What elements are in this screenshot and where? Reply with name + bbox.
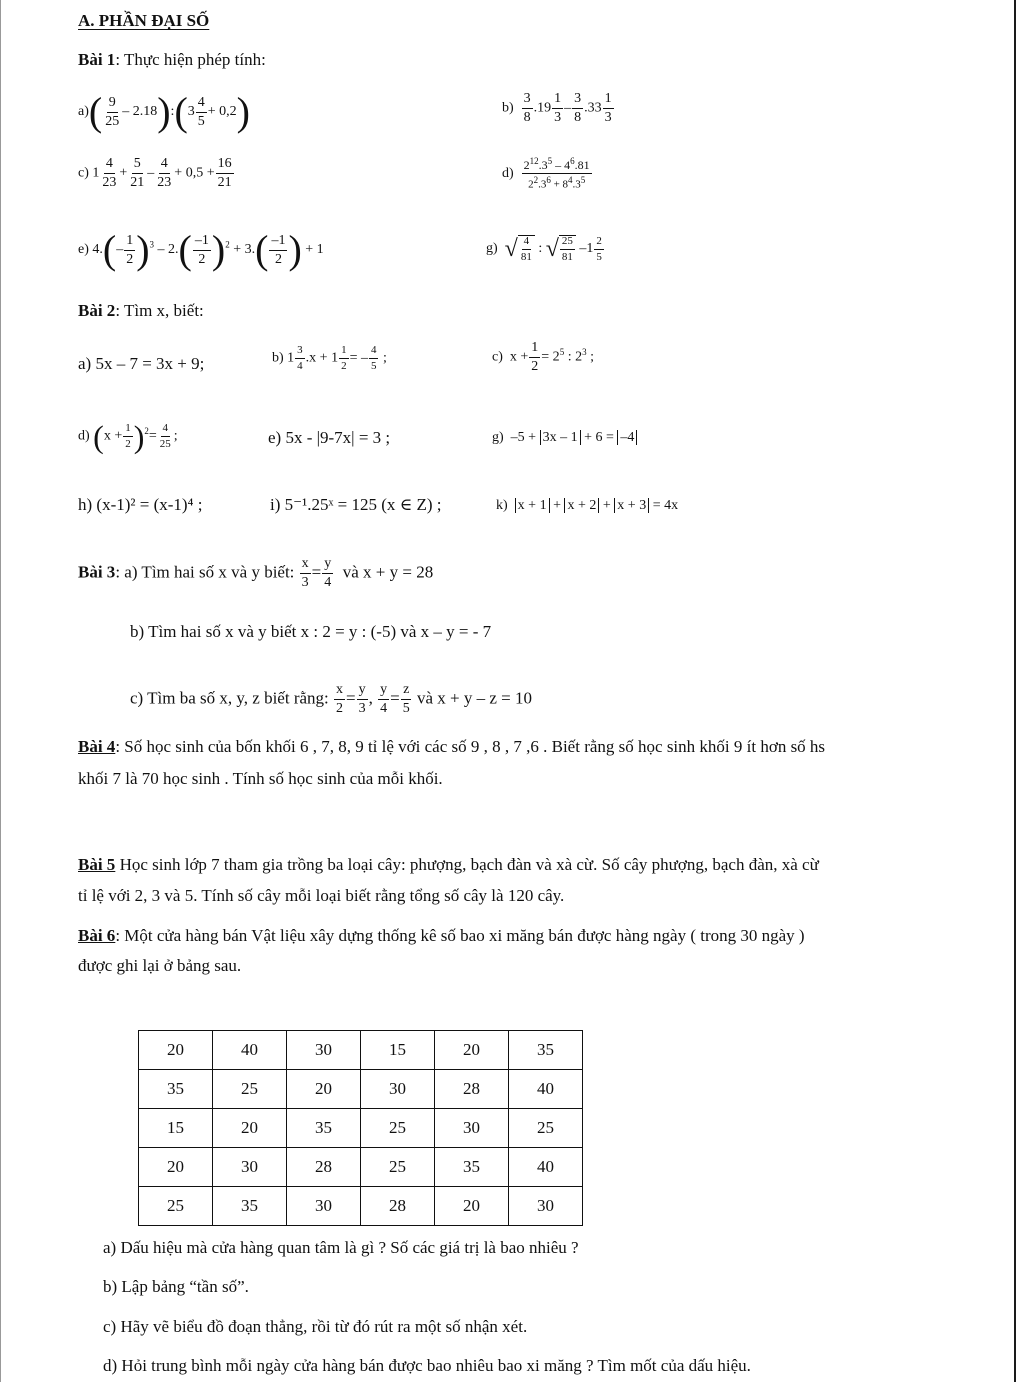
table-cell: 15 (139, 1109, 213, 1148)
bai2-title: Bài 2 (78, 301, 116, 320)
bai2-k: k) x + 1 + x + 2 + x + 3 = 4x (496, 498, 679, 513)
bai3-a: Bài 3: a) Tìm hai số x và y biết: $\frac{x}{3}$ = $\frac{y}{4}$ và x + y = 28 (78, 556, 434, 590)
bai3-a-cond: và x + y = 28 (342, 562, 434, 582)
table-cell: 30 (213, 1148, 287, 1187)
table-cell: 35 (287, 1109, 361, 1148)
bai6-line1-text: : Một cửa hàng bán Vật liệu xây dựng thống kê số bao xi măng bán được hàng ngày ( trong 30 ngày ) (115, 926, 805, 945)
bai3-c-cond: và x + y – z = 10 (416, 688, 532, 708)
bai6-question-d: d) Hỏi trung bình mỗi ngày cửa hàng bán được bao nhiêu bao xi măng ? Tìm mốt của dấu hiệu. (103, 1356, 751, 1375)
bai2-i: i) 5⁻¹.25ˣ = 125 (x ∈ Z) ; (270, 495, 442, 514)
bai3-b: b) Tìm hai số x và y biết x : 2 = y : (-5) và x – y = - 7 (130, 622, 492, 641)
bai1-b-label: b) (502, 100, 514, 116)
table-cell: 30 (287, 1031, 361, 1070)
bai6-question-b: b) Lập bảng “tần số”. (103, 1277, 249, 1296)
page-left-edge (0, 0, 1, 1382)
table-cell: 35 (139, 1070, 213, 1109)
bai2-text: : Tìm x, biết: (115, 301, 204, 320)
bai1-c-label: c) (78, 165, 89, 181)
table-row (139, 1148, 583, 1187)
table-cell: 25 (509, 1109, 583, 1148)
bai2-h: h) (x-1)² = (x-1)⁴ ; (78, 495, 203, 514)
bai1-text: : Thực hiện phép tính: (115, 50, 266, 69)
table-row (139, 1070, 583, 1109)
table-cell: 15 (361, 1031, 435, 1070)
table-cell: 35 (213, 1187, 287, 1226)
table-cell: 25 (361, 1148, 435, 1187)
bai4-line1 (78, 736, 825, 758)
bai1-g: g) √ $\frac{4}{81}$ : √ $\frac{25}{81}$ –1 $\frac{2}{5}$ (486, 234, 602, 263)
bai6-question-a: a) Dấu hiệu mà cửa hàng quan tâm là gì ? Số các giá trị là bao nhiêu ? (103, 1238, 579, 1257)
bai2-d: d) (x + $\frac{1}{2}$ )$^2$= $\frac{4}{25}$ ; (78, 418, 178, 455)
table-row (139, 1031, 583, 1070)
bai1-e: e) 4.(– $\frac{1}{2}$ )$^3$ – 2.( $\frac{-1}{2}$ )$^2$ + 3.( $\frac{-1}{2}$ ) + 1 (78, 227, 324, 272)
table-cell: 30 (435, 1109, 509, 1148)
table-cell: 20 (213, 1109, 287, 1148)
bai6-title: Bài 6 (78, 926, 116, 945)
table-cell: 25 (139, 1187, 213, 1226)
section-title (78, 10, 209, 32)
bai1-heading (78, 49, 266, 71)
bai1-title: Bài 1 (78, 50, 116, 69)
page-right-border (1014, 0, 1016, 1382)
table-cell: 25 (361, 1109, 435, 1148)
bai1-g-label: g) (486, 241, 498, 257)
bai1-b: b) $\frac{3}{8}$ .19 $\frac{1}{3}$ – $\frac{3}{8}$ .33 $\frac{1}{3}$ (502, 91, 612, 125)
table-cell: 20 (139, 1148, 213, 1187)
bai4-line2: khối 7 là 70 học sinh . Tính số học sinh của mỗi khối. (78, 769, 443, 788)
bai2-e: e) 5x - |9-7x| = 3 ; (268, 428, 391, 447)
table-cell: 35 (509, 1031, 583, 1070)
bai1-e-label: e) (78, 242, 89, 258)
bai6-question-c: c) Hãy vẽ biểu đồ đoạn thẳng, rồi từ đó rút ra một số nhận xét. (103, 1317, 528, 1336)
bai5-line2: tỉ lệ với 2, 3 và 5. Tính số cây mỗi loại biết rằng tổng số cây là 120 cây. (78, 886, 565, 905)
table-cell: 20 (435, 1187, 509, 1226)
table-cell: 28 (435, 1070, 509, 1109)
table-row (139, 1109, 583, 1148)
table-cell: 20 (287, 1070, 361, 1109)
table-cell: 25 (213, 1070, 287, 1109)
bai6-line1 (78, 925, 805, 947)
bai6-line2: được ghi lại ở bảng sau. (78, 956, 242, 975)
section-title-text: A. PHẦN ĐẠI SỐ (78, 11, 210, 30)
bai3-c-text: c) Tìm ba số x, y, z biết rằng: (130, 688, 329, 708)
bai1-a-label: a) (78, 104, 89, 120)
table-row (139, 1187, 583, 1226)
bai4-title: Bài 4 (78, 737, 116, 756)
bai1-a: a)( $\frac{9}{25}$ – 2.18):(3 $\frac{4}{5}$ + 0,2) (78, 89, 250, 134)
table-cell: 28 (287, 1148, 361, 1187)
bai5-line1 (78, 854, 819, 876)
bai4-line1-text: : Số học sinh của bốn khối 6 , 7, 8, 9 tỉ lệ với các số 9 , 8 , 7 ,6 . Biết rằng số học sinh khối 9 ít hơn số hs (115, 737, 826, 756)
table-cell: 40 (509, 1148, 583, 1187)
sales-table (138, 1030, 583, 1226)
table-cell: 30 (287, 1187, 361, 1226)
bai1-d: d) $\frac{2^{12}.3^5 - 4^6.81}{2^2.3^6 + 8^4.3^5}$ (502, 156, 590, 191)
table-cell: 20 (435, 1031, 509, 1070)
table-cell: 30 (361, 1070, 435, 1109)
table-cell: 40 (213, 1031, 287, 1070)
table-cell: 28 (361, 1187, 435, 1226)
bai3-c: c) Tìm ba số x, y, z biết rằng: $\frac{x}{2}$ = $\frac{y}{3}$ , $\frac{y}{4}$ = $\frac{z}{5}$ và x + y – z = 10 (130, 682, 532, 716)
table-cell: 40 (509, 1070, 583, 1109)
bai2-a: a) 5x – 7 = 3x + 9; (78, 354, 205, 373)
bai2-c: c) x + $\frac{1}{2}$ = $2^5$ : $2^3$ ; (492, 340, 594, 374)
bai3-a-text: : a) Tìm hai số x và y biết: (115, 562, 295, 582)
table-cell: 35 (435, 1148, 509, 1187)
bai5-line1-text: Học sinh lớp 7 tham gia trồng ba loại cây: phượng, bạch đàn và xà cừ. Số cây phượng, bạch đàn, xà cừ (115, 855, 819, 874)
bai2-g: g) –5 + 3x – 1 + 6 = –4 (492, 427, 637, 449)
bai2-b: b) 1 $\frac{3}{4}$ .x + 1 $\frac{1}{2}$ = – $\frac{4}{5}$ ; (272, 344, 387, 372)
bai1-c: c) 1 $\frac{4}{23}$ + $\frac{5}{21}$ – $\frac{4}{23}$ + 0,5 + $\frac{16}{21}$ (78, 156, 232, 190)
bai2-heading (78, 300, 204, 322)
table-cell: 20 (139, 1031, 213, 1070)
bai5-title: Bài 5 (78, 855, 116, 874)
bai3-title: Bài 3 (78, 562, 116, 582)
bai1-d-label: d) (502, 166, 514, 182)
table-cell: 30 (509, 1187, 583, 1226)
